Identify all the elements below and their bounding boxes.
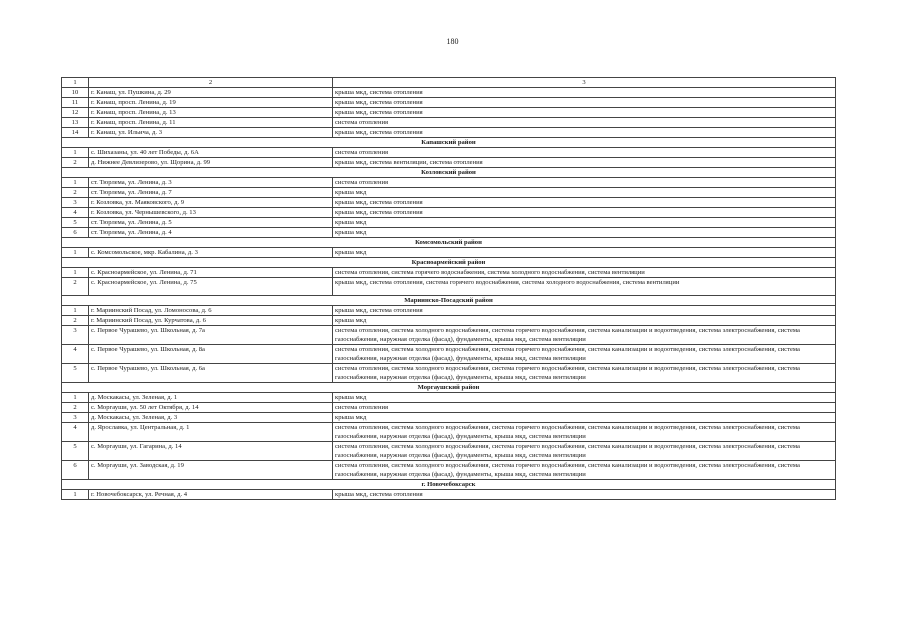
section-header-row — [62, 258, 836, 268]
row-address: с. Первое Чурашево, ул. Школьная, д. 6а — [89, 364, 333, 383]
row-number: 4 — [62, 423, 89, 442]
row-number: 5 — [62, 442, 89, 461]
row-address: г. Козловка, ул. Маяковского, д. 9 — [89, 198, 333, 208]
repair-works-table — [61, 77, 836, 500]
row-number: 5 — [62, 218, 89, 228]
row-works: крыша мкд, система отопления — [333, 128, 836, 138]
table-header-row — [62, 78, 836, 88]
row-address: с. Шихазаны, ул. 40 лет Победы, д. 6А — [89, 148, 333, 158]
table-row — [62, 148, 836, 158]
row-number: 10 — [62, 88, 89, 98]
page-number: 180 — [446, 37, 459, 46]
row-address: д. Нижнее Девлизерово, ул. Щорина, д. 99 — [89, 158, 333, 168]
section-title: Капашский район — [62, 138, 836, 148]
row-number: 2 — [62, 158, 89, 168]
section-title: г. Новочебоксарск — [62, 480, 836, 490]
row-address: г. Канаш, просп. Ленина, д. 13 — [89, 108, 333, 118]
row-number: 5 — [62, 364, 89, 383]
table-row — [62, 326, 836, 345]
table-row — [62, 88, 836, 98]
section-header-row — [62, 238, 836, 248]
section-title: Красноармейский район — [62, 258, 836, 268]
row-address: ст. Тюрлема, ул. Ленина, д. 3 — [89, 178, 333, 188]
row-address: с. Первое Чурашево, ул. Школьная, д. 8а — [89, 345, 333, 364]
row-number: 2 — [62, 403, 89, 413]
row-works: система отопления, система холодного водоснабжения, система горячего водоснабжения, система канализации и водоотведения, система электроснабжения, система газоснабжения, наружная отделка (фасад), фундаменты, крыша мкд, система вентиляции — [333, 326, 836, 345]
row-works: система отопления, система холодного водоснабжения, система горячего водоснабжения, система канализации и водоотведения, система электроснабжения, система газоснабжения, наружная отделка (фасад), фундаменты, крыша мкд, система вентиляции — [333, 423, 836, 442]
row-address: г. Канаш, ул. Ильича, д. 3 — [89, 128, 333, 138]
row-number: 3 — [62, 413, 89, 423]
row-works: система отопления, система холодного водоснабжения, система горячего водоснабжения, система канализации и водоотведения, система электроснабжения, система газоснабжения, наружная отделка (фасад), фундаменты, крыша мкд, система вентиляции — [333, 442, 836, 461]
row-number: 11 — [62, 98, 89, 108]
row-number: 1 — [62, 248, 89, 258]
row-address: г. Козловка, ул. Чернышевского, д. 13 — [89, 208, 333, 218]
row-number: 1 — [62, 178, 89, 188]
table-row — [62, 228, 836, 238]
row-works: система отопления — [333, 178, 836, 188]
section-header-row — [62, 296, 836, 306]
row-number: 1 — [62, 306, 89, 316]
row-address: с. Комсомольское, мкр. Кабалина, д. 3 — [89, 248, 333, 258]
row-works: крыша мкд — [333, 228, 836, 238]
row-number: 13 — [62, 118, 89, 128]
row-works: крыша мкд, система вентиляции, система отопления — [333, 158, 836, 168]
row-works: крыша мкд, система отопления, система горячего водоснабжения, система холодного водоснабжения, система вентиляции — [333, 278, 836, 296]
row-address: ст. Тюрлема, ул. Ленина, д. 4 — [89, 228, 333, 238]
table-row — [62, 278, 836, 296]
row-address: с. Красноармейское, ул. Ленина, д. 75 — [89, 278, 333, 296]
table-row — [62, 423, 836, 442]
row-number: 12 — [62, 108, 89, 118]
table-body — [62, 78, 836, 500]
row-address: д. Москакасы, ул. Зеленая, д. 1 — [89, 393, 333, 403]
table-row — [62, 128, 836, 138]
table-row — [62, 490, 836, 500]
row-works: крыша мкд, система отопления — [333, 108, 836, 118]
table-row — [62, 364, 836, 383]
row-address: с. Моргауши, ул. Заводская, д. 19 — [89, 461, 333, 480]
row-address: д. Ярославка, ул. Центральная, д. 1 — [89, 423, 333, 442]
row-number: 1 — [62, 268, 89, 278]
row-number: 1 — [62, 393, 89, 403]
table-row — [62, 198, 836, 208]
row-number: 6 — [62, 228, 89, 238]
section-title: Мариинско-Посадский район — [62, 296, 836, 306]
row-works: система отопления, система холодного водоснабжения, система горячего водоснабжения, система канализации и водоотведения, система электроснабжения, система газоснабжения, наружная отделка (фасад), фундаменты, крыша мкд, система вентиляции — [333, 461, 836, 480]
section-header-row — [62, 383, 836, 393]
row-works: система отопления, система холодного водоснабжения, система горячего водоснабжения, система канализации и водоотведения, система электроснабжения, система газоснабжения, наружная отделка (фасад), фундаменты, крыша мкд, система вентиляции — [333, 345, 836, 364]
row-address: ст. Тюрлема, ул. Ленина, д. 7 — [89, 188, 333, 198]
table-row — [62, 461, 836, 480]
row-works: крыша мкд, система отопления — [333, 98, 836, 108]
row-works: система отопления — [333, 118, 836, 128]
row-works: система отопления — [333, 148, 836, 158]
header-address-column: 2 — [89, 78, 333, 88]
row-works: система отопления — [333, 403, 836, 413]
row-address: с. Первое Чурашево, ул. Школьная, д. 7а — [89, 326, 333, 345]
row-works: крыша мкд — [333, 218, 836, 228]
row-works: крыша мкд — [333, 393, 836, 403]
table-row — [62, 268, 836, 278]
table-row — [62, 403, 836, 413]
row-number: 3 — [62, 198, 89, 208]
table-row — [62, 218, 836, 228]
table-row — [62, 188, 836, 198]
table-row — [62, 442, 836, 461]
table-row — [62, 413, 836, 423]
row-address: г. Мариинский Посад, ул. Курчатова, д. 6 — [89, 316, 333, 326]
table-row — [62, 108, 836, 118]
row-number: 4 — [62, 345, 89, 364]
table-row — [62, 248, 836, 258]
table-row — [62, 98, 836, 108]
row-number: 1 — [62, 490, 89, 500]
row-address: с. Красноармейское, ул. Ленина, д. 71 — [89, 268, 333, 278]
row-works: крыша мкд, система отопления — [333, 88, 836, 98]
row-number: 4 — [62, 208, 89, 218]
row-works: крыша мкд — [333, 316, 836, 326]
header-number-column: 1 — [62, 78, 89, 88]
row-works: система отопления, система горячего водоснабжения, система холодного водоснабжения, система вентиляции — [333, 268, 836, 278]
row-address: г. Новочебоксарск, ул. Речная, д. 4 — [89, 490, 333, 500]
section-title: Моргаушский район — [62, 383, 836, 393]
table-row — [62, 178, 836, 188]
row-works: крыша мкд, система отопления — [333, 208, 836, 218]
row-works: крыша мкд, система отопления — [333, 198, 836, 208]
row-number: 3 — [62, 326, 89, 345]
row-works: крыша мкд, система отопления — [333, 490, 836, 500]
row-address: г. Мариинский Посад, ул. Ломоносова, д. 6 — [89, 306, 333, 316]
row-works: крыша мкд — [333, 188, 836, 198]
table-row — [62, 306, 836, 316]
row-number: 14 — [62, 128, 89, 138]
row-address: г. Канаш, ул. Пушкина, д. 29 — [89, 88, 333, 98]
section-title: Козловский район — [62, 168, 836, 178]
section-title: Комсомольский район — [62, 238, 836, 248]
row-address: д. Москакасы, ул. Зеленая, д. 3 — [89, 413, 333, 423]
table-row — [62, 208, 836, 218]
row-address: с. Моргауши, ул. 50 лет Октября, д. 14 — [89, 403, 333, 413]
section-header-row — [62, 138, 836, 148]
row-works: крыша мкд — [333, 248, 836, 258]
row-number: 2 — [62, 188, 89, 198]
row-works: крыша мкд — [333, 413, 836, 423]
section-header-row — [62, 480, 836, 490]
row-number: 2 — [62, 316, 89, 326]
row-number: 6 — [62, 461, 89, 480]
row-number: 2 — [62, 278, 89, 296]
table-row — [62, 393, 836, 403]
table-row — [62, 118, 836, 128]
section-header-row — [62, 168, 836, 178]
row-works: крыша мкд, система отопления — [333, 306, 836, 316]
table-row — [62, 158, 836, 168]
row-number: 1 — [62, 148, 89, 158]
row-address: ст. Тюрлема, ул. Ленина, д. 5 — [89, 218, 333, 228]
header-works-column: 3 — [333, 78, 836, 88]
row-address: г. Канаш, просп. Ленина, д. 19 — [89, 98, 333, 108]
table-row — [62, 345, 836, 364]
row-address: с. Моргауши, ул. Гагарина, д. 14 — [89, 442, 333, 461]
table-row — [62, 316, 836, 326]
row-works: система отопления, система холодного водоснабжения, система горячего водоснабжения, система канализации и водоотведения, система электроснабжения, система газоснабжения, наружная отделка (фасад), фундаменты, крыша мкд, система вентиляции — [333, 364, 836, 383]
row-address: г. Канаш, просп. Ленина, д. 11 — [89, 118, 333, 128]
